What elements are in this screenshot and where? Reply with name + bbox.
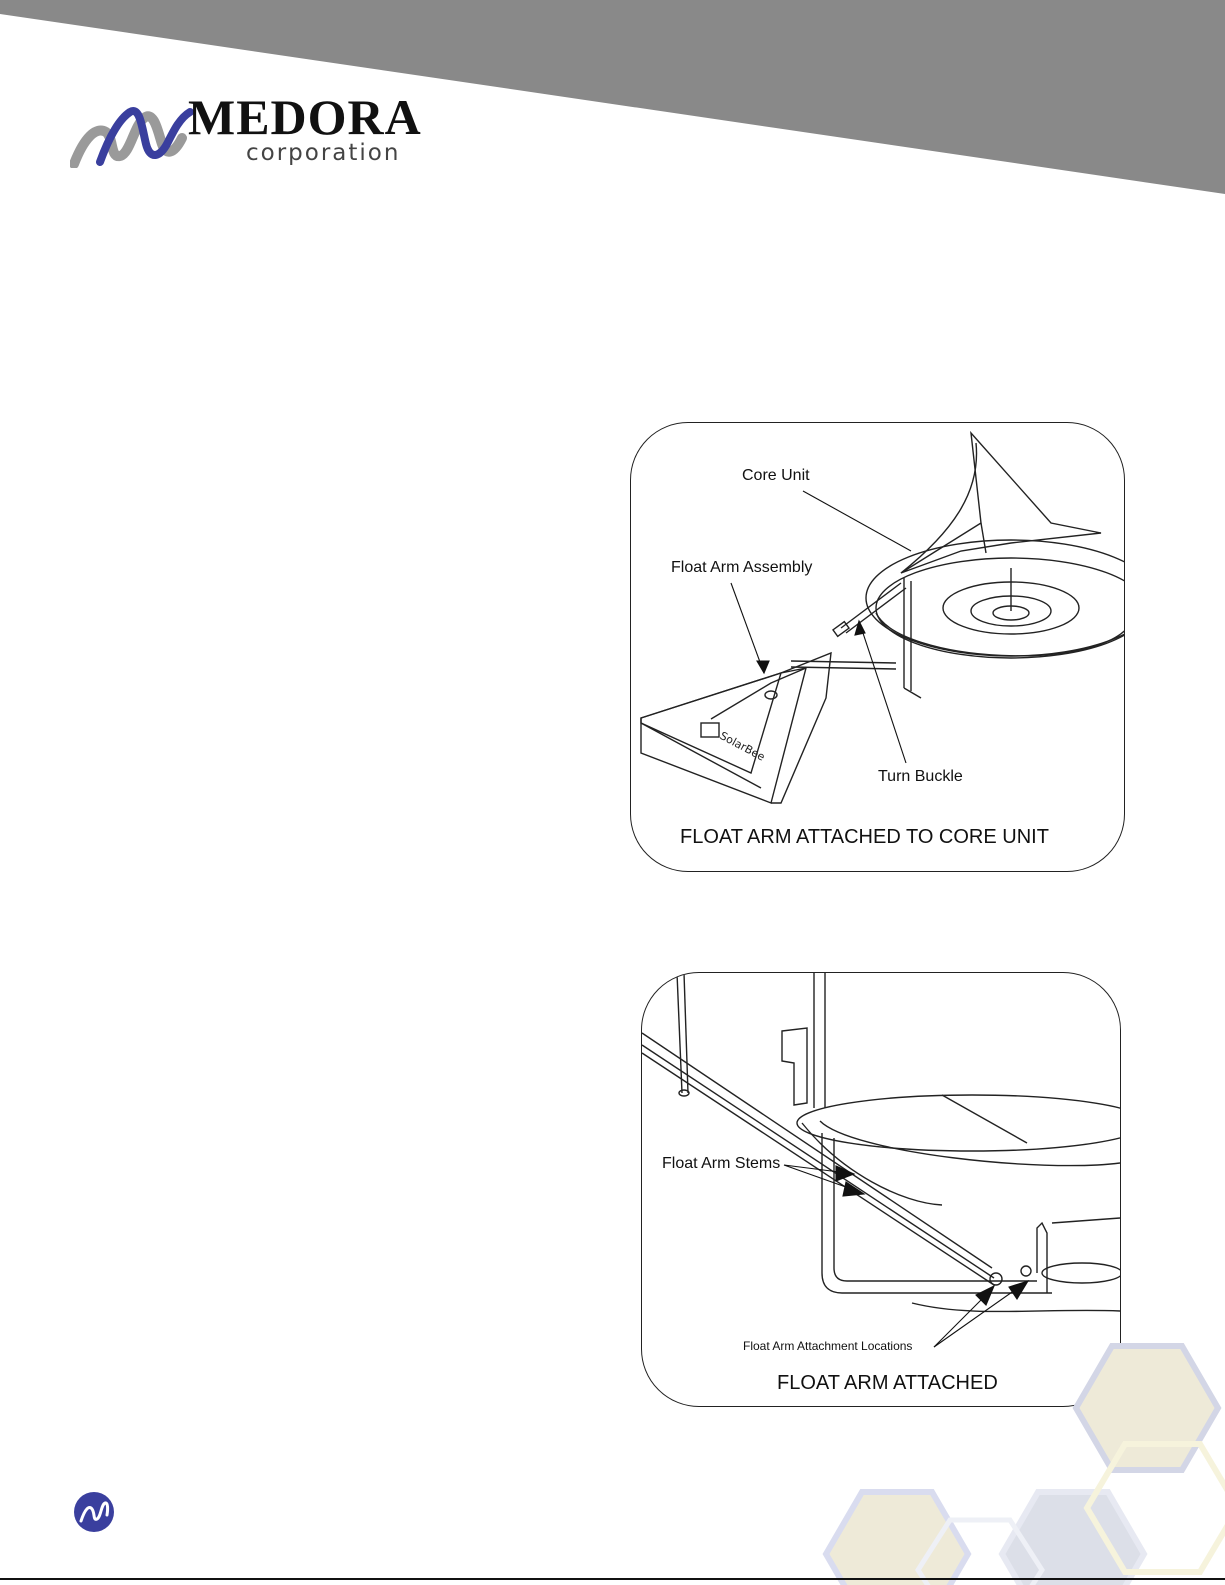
label-attachment-locations: Float Arm Attachment Locations	[743, 1339, 913, 1353]
label-core-unit: Core Unit	[742, 467, 810, 484]
svg-text:SolarBee: SolarBee	[717, 729, 768, 764]
figure-caption: FLOAT ARM ATTACHED	[777, 1372, 998, 1394]
float-arm-core-unit-drawing	[631, 423, 1124, 871]
figure-caption: FLOAT ARM ATTACHED TO CORE UNIT	[680, 826, 1049, 848]
brand-name: MEDORA	[188, 89, 422, 145]
label-float-arm-stems: Float Arm Stems	[662, 1155, 781, 1172]
medora-footer-badge-icon	[73, 1491, 115, 1533]
medora-wave-logo-icon	[70, 98, 195, 168]
label-float-arm-assembly: Float Arm Assembly	[671, 559, 813, 576]
decorative-hexagons	[820, 1340, 1225, 1585]
brand-subtitle: corporation	[246, 140, 401, 166]
figure-float-arm-core-unit	[630, 422, 1125, 872]
medora-logo	[70, 89, 450, 172]
bottom-rule	[0, 1578, 1225, 1580]
label-turn-buckle: Turn Buckle	[878, 768, 963, 785]
